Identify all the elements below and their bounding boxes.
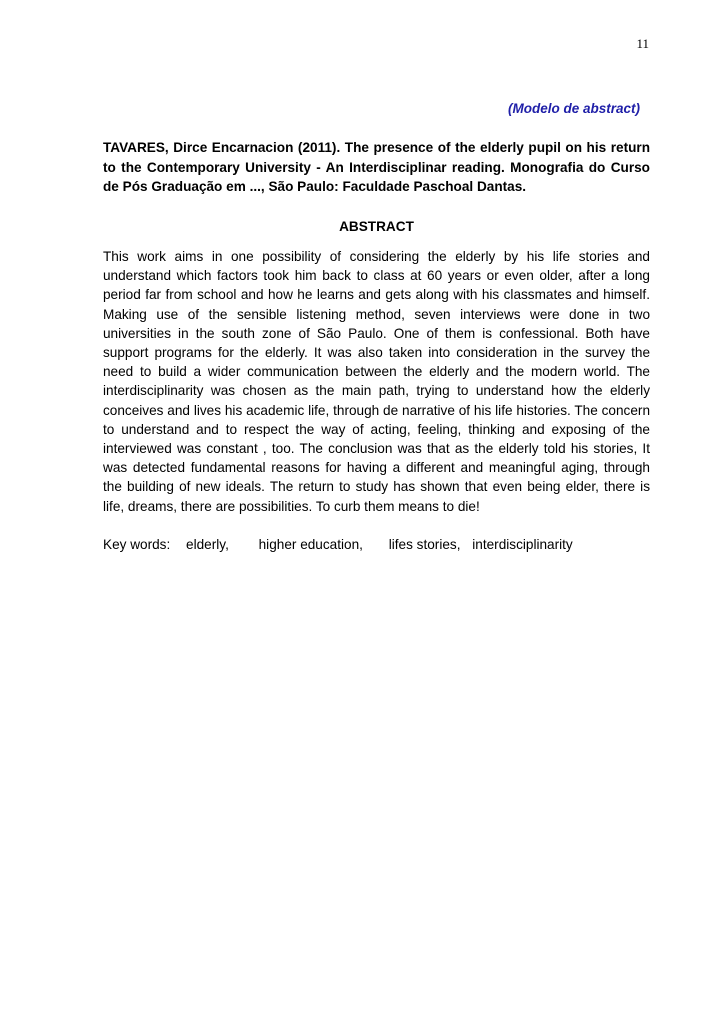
bibliographic-reference: TAVARES, Dirce Encarnacion (2011). The presence of the elderly pupil on his return to the Contemporary University - An Interdisciplinar reading. Monografia do Curso de Pós Graduação em ..., São Paulo: Faculdade Paschoal Dantas. — [103, 140, 650, 194]
abstract-body: This work aims in one possibility of considering the elderly by his life stories and understand which factors took him back to class at 60 years or even older, after a long period far from school and how he learns and gets along with his classmates and himself. Making use of the sensible listening method, seven interviews were done in two universities in the south zone of São Paulo. One of them is confessional. Both have support programs for the elderly. It was also taken into consideration in the survey the need to build a wider communication between the elderly and the modern world. The interdisciplinarity was chosen as the main path, trying to understand how the elderly conceives and lives his academic life, through de narrative of his life histories. The concern to understand and to respect the way of acting, feeling, thinking and exposing of the interviewed was constant , too. The conclusion was that as the elderly told his stories, It was detected fundamental reasons for having a different and meaningful aging, through the building of new ideals. The return to study has shown that even being elder, there is life, dreams, there are possibilities. To curb them means to die! — [103, 249, 650, 514]
document-content — [103, 138, 650, 554]
abstract-title: ABSTRACT — [339, 218, 414, 234]
keyword-item: elderly, — [186, 536, 229, 552]
model-label: (Modelo de abstract) — [507, 101, 640, 116]
keyword-item: lifes stories, — [388, 536, 461, 552]
keywords-label: Key words: — [103, 536, 171, 552]
page-number: 11 — [636, 36, 649, 51]
keywords-line — [103, 535, 650, 555]
keyword-item: interdisciplinarity — [472, 536, 573, 552]
keyword-item: higher education, — [258, 536, 363, 552]
